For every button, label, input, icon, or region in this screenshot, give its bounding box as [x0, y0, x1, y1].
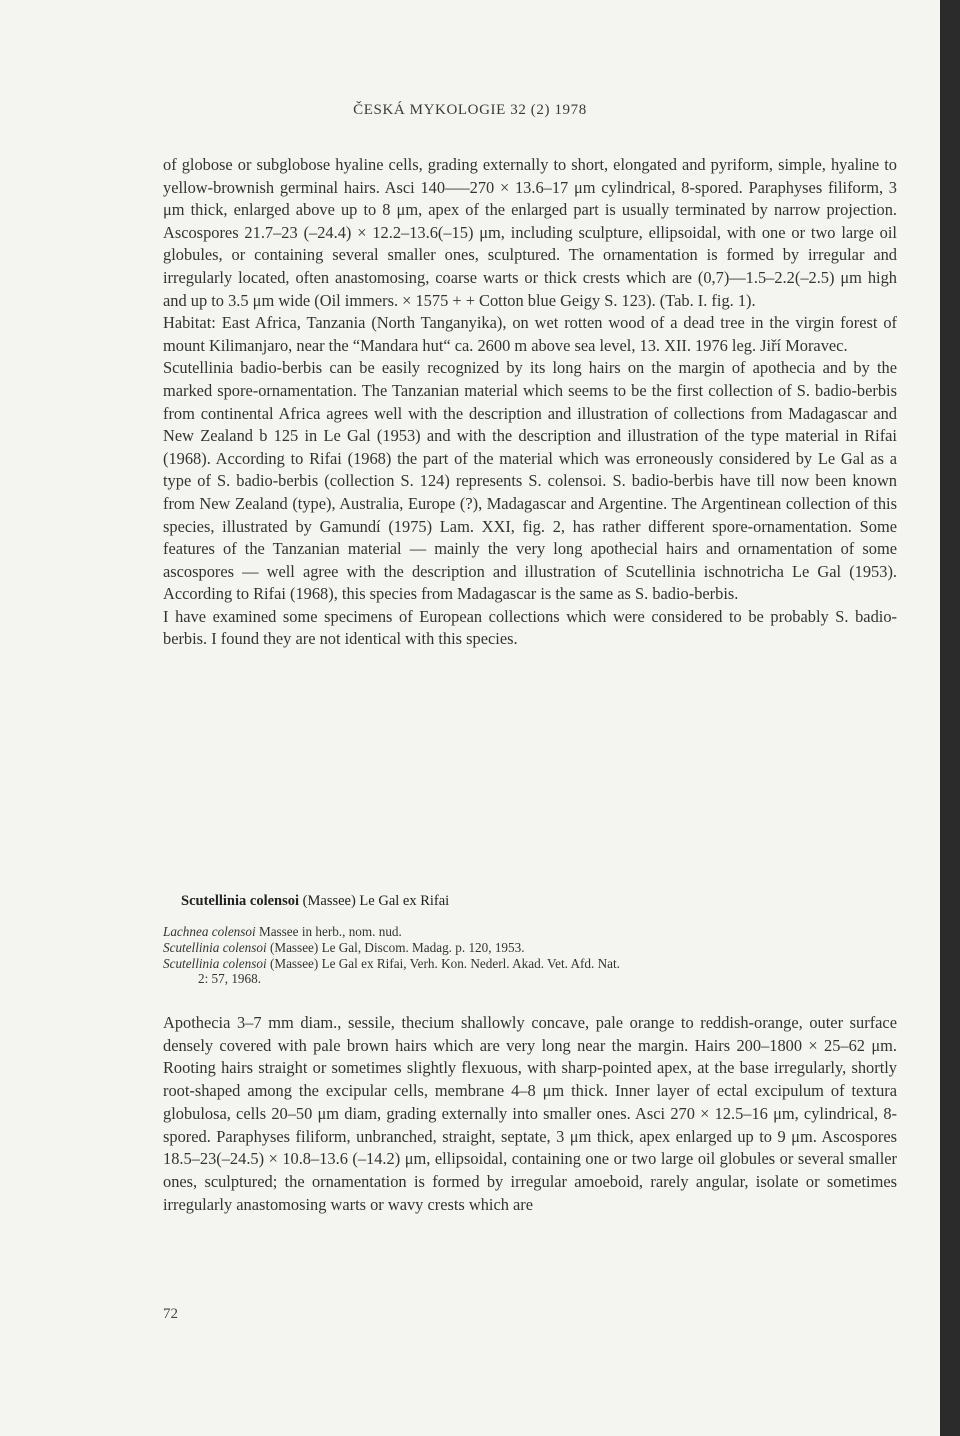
synonym-name: Scutellinia colensoi [163, 939, 267, 955]
species-heading [181, 893, 449, 910]
synonym-item-continued [163, 971, 903, 987]
paragraph-continued: of globose or subglobose hyaline cells, grading externally to short, elongated and pyriform, simple, hyaline to yellow-brownish germinal hairs. Asci 140—–270 × 13.6–17 μm cylindrical, 8-spored. Paraphyses filiform, 3 μm thick, enlarged above up to 8 μm, apex of the enlarged part is usually terminated by narrow projection. Ascospores 21.7–23 (–24.4) × 12.2–13.6(–15) μm, including sculpture, ellipsoidal, with one or two large oil globules, or containing several smaller ones, sculptured. The ornamentation is formed by irregular and irregularly located, often anastomosing, coarse warts or thick crests which are (0,7)—1.5–2.2(–2.5) μm high and up to 3.5 μm wide (Oil immers. × 1575 + + Cotton blue Geigy S. 123). (Tab. I. fig. 1). [163, 155, 897, 310]
synonym-item [163, 924, 903, 940]
body-text [163, 154, 897, 651]
synonym-citation: (Massee) Le Gal ex Rifai, Verh. Kon. Nederl. Akad. Vet. Afd. Nat. [269, 955, 620, 971]
paragraph-discussion: Scutellinia badio-berbis can be easily recognized by its long hairs on the margin of apothecia and by the marked spore-ornamentation. The Tanzanian material which seems to be the first collection of S. badio-berbis from continental Africa agrees well with the description and illustration of collections from Madagascar and New Zealand b 125 in Le Gal (1953) and with the description and illustration of the type material in Rifai (1968). According to Rifai (1968) the part of the material which was erroneously considered by Le Gal as a type of S. badio-berbis (collection S. 124) represents S. colensoi. S. badio-berbis have till now been known from New Zealand (type), Australia, Europe (?), Madagascar and Argentine. The Argentinean collection of this species, illustrated by Gamundí (1975) Lam. XXI, fig. 2, has rather different spore-ornamentation. Some features of the Tanzanian material — mainly the very long apothecial hairs and ornamentation of some ascospores — well agree with the description and illustration of Scutellinia ischnotricha Le Gal (1953). According to Rifai (1968), this species from Madagascar is the same as S. badio-berbis. [163, 358, 897, 604]
species-authority: (Massee) Le Gal ex Rifai [302, 893, 450, 909]
running-header: ČESKÁ MYKOLOGIE 32 (2) 1978 [353, 102, 587, 118]
synonym-citation: 2: 57, 1968. [198, 971, 262, 987]
species-description: Apothecia 3–7 mm diam., sessile, thecium shallowly concave, pale orange to reddish-orange, outer surface densely covered with pale brown hairs which are very long near the margin. Hairs 200–1800 × 25–62 μm. Rooting hairs straight or sometimes slightly flexuous, with sharp-pointed apex, at the base irregularly, shortly root-shaped among the excipular cells, membrane 4–8 μm thick. Inner layer of ectal excipulum of textura globulosa, cells 20–50 μm diam, grading externally into smaller ones. Asci 270 × 12.5–16 μm, cylindrical, 8-spored. Paraphyses filiform, unbranched, straight, septate, 3 μm thick, apex enlarged up to 9 μm. Ascospores 18.5–23(–24.5) × 10.8–13.6 (–14.2) μm, ellipsoidal, containing one or two large oil globules or several smaller ones, sculptured; the ornamentation is formed by irregular amoeboid, rarely angular, isolate or sometimes irregularly anastomosing warts or wavy crests which are [163, 1013, 897, 1214]
page-number: 72 [163, 1306, 178, 1322]
synonym-name: Lachnea colensoi [163, 924, 256, 939]
synonym-citation: Massee in herb., nom. nud. [258, 924, 402, 939]
synonym-name: Scutellinia colensoi [163, 955, 267, 971]
synonym-list [163, 924, 903, 987]
paragraph-european: I have examined some specimens of European collections which were considered to be probably S. badio-berbis. I found they are not identical with this species. [163, 606, 897, 649]
paragraph-habitat: Habitat: East Africa, Tanzania (North Tanganyika), on wet rotten wood of a dead tree in the virgin forest of mount Kilimanjaro, near the “Mandara hut“ ca. 2600 m above sea level, 13. XII. 1976 leg. Jiří Moravec. [163, 313, 897, 355]
synonym-item [163, 940, 903, 956]
synonym-item [163, 956, 903, 972]
species-name: Scutellinia colensoi [181, 893, 300, 909]
synonym-citation: (Massee) Le Gal, Discom. Madag. p. 120, 1953. [269, 939, 525, 955]
